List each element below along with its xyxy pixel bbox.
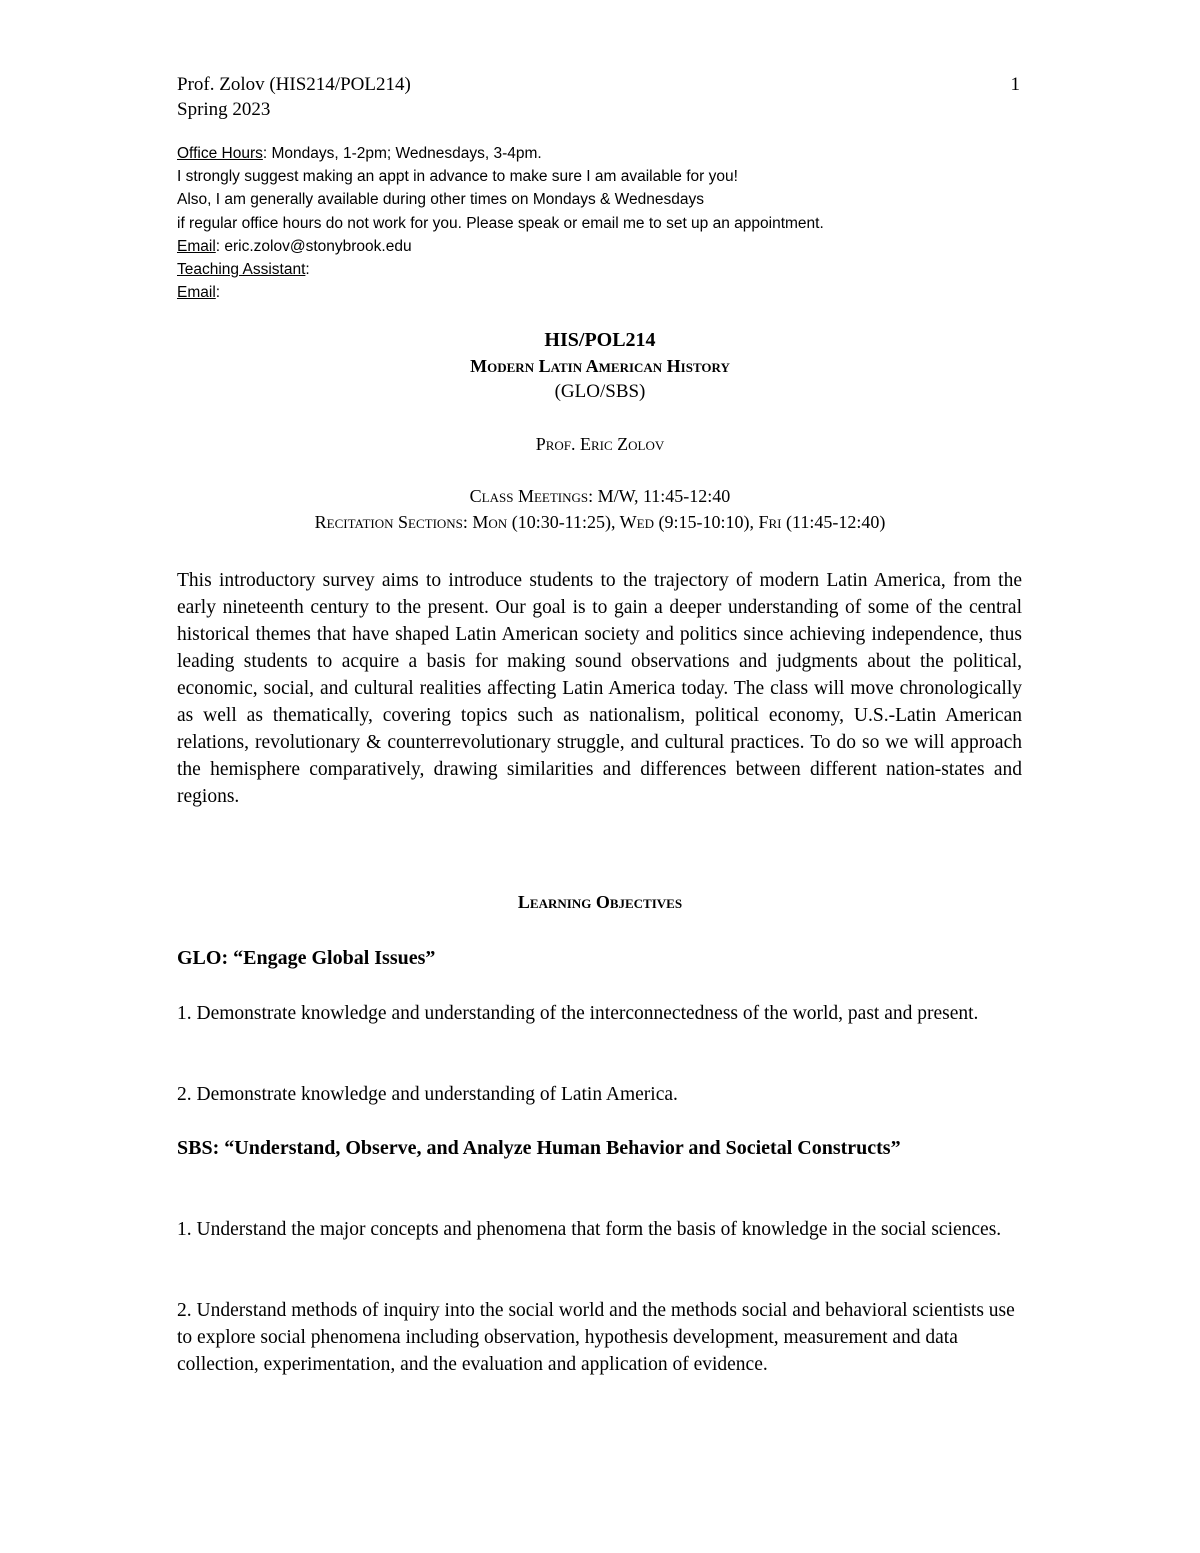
ta-label: Teaching Assistant bbox=[177, 261, 306, 279]
running-header bbox=[177, 72, 411, 122]
email-value: : eric.zolov@stonybrook.edu bbox=[215, 237, 412, 255]
email-label: Email bbox=[177, 237, 216, 255]
course-description: This introductory survey aims to introduce students to the trajectory of modern Latin America, from the early nineteenth century to the present. Our goal is to gain a deeper understanding of some of the central historical themes that have shaped Latin American society and politics since achieving independence, thus leading students to acquire a basis for making sound observations and judgments about the political, economic, social, and cultural realities affecting Latin America today. The class will move chronologically as well as thematically, covering topics such as nationalism, political economy, U.S.-Latin American relations, revolutionary & counterrevolutionary struggle, and cultural practices. To do so we will approach the hemisphere comparatively, drawing similarities and differences between different nation-states and regions. bbox=[177, 570, 1022, 807]
course-code: HIS/POL214 bbox=[544, 329, 656, 351]
ta-email-line bbox=[177, 281, 824, 304]
office-hours-label: Office Hours bbox=[177, 145, 263, 162]
class-meetings: Class Meetings: M/W, 11:45-12:40 bbox=[469, 486, 731, 506]
glo-item-1: 1. Demonstrate knowledge and understanding of the interconnectedness of the world, past and present. bbox=[177, 1003, 979, 1024]
course-title-block bbox=[0, 327, 1200, 535]
course-name: Modern Latin American History bbox=[470, 356, 730, 376]
email-line bbox=[177, 235, 824, 258]
sbs-item-1: 1. Understand the major concepts and phenomena that form the basis of knowledge in the social sciences. bbox=[177, 1219, 1002, 1240]
office-suggest-line: I strongly suggest making an appt in advance to make sure I am available for you! bbox=[177, 168, 738, 186]
office-regular-line: if regular office hours do not work for you. Please speak or email me to set up an appointment. bbox=[177, 214, 824, 232]
office-hours-value: : Mondays, 1-2pm; Wednesdays, 3-4pm. bbox=[262, 145, 542, 162]
office-hours-line bbox=[177, 142, 824, 165]
office-hours-block bbox=[177, 142, 824, 304]
glo-item-2: 2. Demonstrate knowledge and understanding of Latin America. bbox=[177, 1084, 678, 1105]
learning-objectives-heading: Learning Objectives bbox=[517, 892, 683, 912]
page-number: 1 bbox=[1010, 74, 1020, 95]
ta-email-value: : bbox=[215, 284, 221, 302]
header-course-line: Prof. Zolov (HIS214/POL214) bbox=[177, 74, 411, 95]
sbs-heading: SBS: “Understand, Observe, and Analyze Human Behavior and Societal Constructs” bbox=[177, 1137, 901, 1159]
ta-value: : bbox=[305, 261, 310, 279]
glo-heading: GLO: “Engage Global Issues” bbox=[177, 947, 436, 969]
ta-email-label: Email bbox=[177, 284, 216, 302]
recitation-sections: Recitation Sections: Mon (10:30-11:25), Wed (9:15-10:10), Fri (11:45-12:40) bbox=[314, 512, 886, 532]
office-also-line: Also, I am generally available during other times on Mondays & Wednesdays bbox=[177, 191, 704, 209]
professor-name: Prof. Eric Zolov bbox=[535, 434, 665, 454]
header-term: Spring 2023 bbox=[177, 99, 271, 120]
gen-ed-codes: (GLO/SBS) bbox=[554, 381, 646, 402]
ta-line bbox=[177, 258, 824, 281]
sbs-item-2: 2. Understand methods of inquiry into the social world and the methods social and behavioral scientists use to explore social phenomena including observation, hypothesis development, measurement and data collection, experimentation, and the evaluation and application of evidence. bbox=[177, 1300, 1015, 1375]
